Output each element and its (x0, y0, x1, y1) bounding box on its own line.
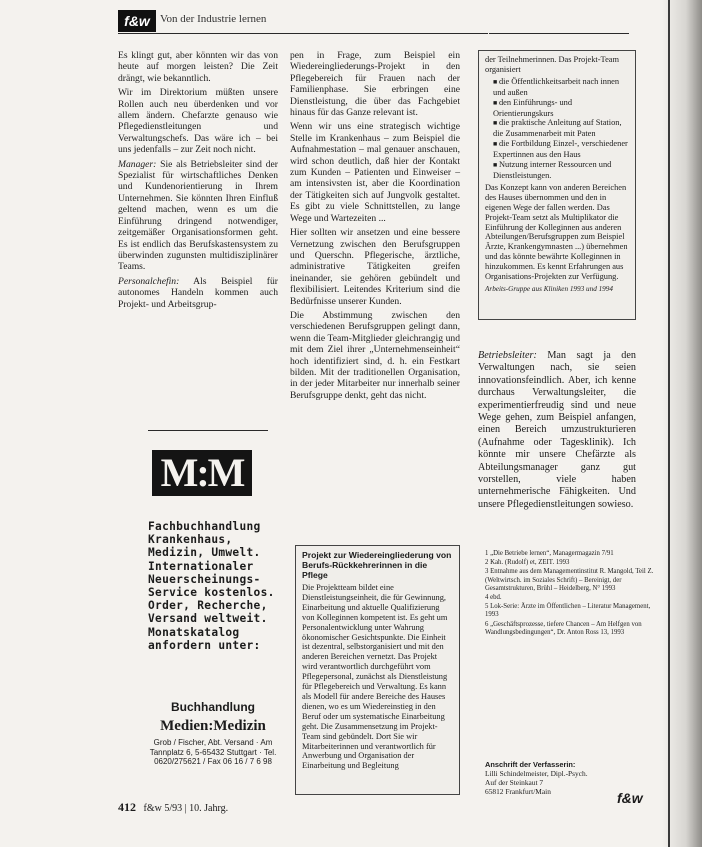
author-line: Lilli Schindelmeister, Dipl.-Psych. (485, 769, 588, 778)
footnote: 4 ebd. (485, 594, 502, 602)
magazine-logo: f&w (118, 10, 156, 32)
ad-rule (148, 430, 268, 431)
box-text: Die Projektteam bildet eine Dienstleistungseinheit, die für Gewinnung, Einarbeitung und aktuelle Qualifizierung von Kolleginnen kompetent ist. Es geht um Personalentwicklung unter Wahrung ökonomischer Gesichtspunkte. Die Einheit ist dezentral, selbstorganisiert und mit den anderen Bereichen vernetzt. Das Projekt wird verantwortlich durchgeführt vom Pflegepersonal, zunächst als Dienstleistung für Pflegebereich und Verwaltung. Es kann als Modell für andere Bereiche des Hauses dienen, wo es um Wiedereinstieg in den Beruf oder um systematische Einarbeitung geht. Die Zusammensetzung im Projekt-Team sind gebündelt. Dort Sie wir Mitarbeiterinnen und verantwortlich für Anwerbung und Organisation der Einarbeitung und Begleitung (302, 583, 448, 771)
column-3 (478, 350, 636, 514)
box-outro: Das Konzept kann von anderen Bereichen des Hauses übernommen und den in eigenen Wege der fallen werden. Das Projekt-Team setzt als Multiplikator die Einführung der Kolleginnen aus anderen Abteilungen/Berufsgruppen zum Beispiel Ärzte, Krankengymnasten ...) übernehmen und das könnte bewährte Kolleginnen in hinzukommen. Es kennt Erfahrungen aus Organisations-Projekten zur Verfügung. (485, 182, 628, 282)
project-info-box (295, 545, 460, 795)
box-list (493, 77, 629, 181)
paragraph: pen in Frage, zum Beispiel ein Wiedereingliederungs-Projekt in den Pflegebereich für Frauen nach der Familienphase. Sie erbringen eine Dienstleistung, die über das Fachgebiet hinaus für das Ganze relevant ist. (290, 50, 460, 119)
header-rule-right (489, 33, 629, 34)
footnote: 2 Kah. (Rudolf) et, ZEIT. 1993 (485, 559, 570, 567)
issue-info: f&w 5/93 | 10. Jahrg. (143, 803, 229, 814)
speaker-label: Personalchefin: (118, 275, 180, 287)
box-source: Arbeits-Gruppe aus Kliniken 1993 und 1994 (485, 284, 613, 293)
author-line: 65812 Frankfurt/Main (485, 787, 551, 796)
paragraph: Manager: Sie als Betriebsleiter sind der Spezialist für wirtschaftliches Denken und Kundenorientierung in Ihrem Unternehmen. Sie könnten Ihren Einfluß geltend machen, wenn es um die Einführung dringend notwendiger, zeitgemäßer Organisationsformen geht. Es ist endlich das Berufskastensystem zu überwinden zugunsten multidisziplinärer Teams. (118, 158, 278, 273)
footnote: 1 „Die Betriebe lernen“, Managermagazin 7/91 (485, 550, 614, 557)
footnote: 3 Entnahme aus dem Managementinstitut R. Mangold, Teil Z. (Weltwirtsch. im Soziales Schrift) – Bereinigt, der Gesamtstrukturen, Brühl – Heidelberg, N° 1993 (485, 568, 654, 592)
ad-address: Grob / Fischer, Abt. Versand · Am Tannplatz 6, 5-65432 Stuttgart · Tel. 0620/275621 / Fax 06 16 / 7 6 98 (149, 738, 277, 767)
speaker-label: Betriebsleiter: (478, 350, 537, 361)
list-item: ■ die praktische Anleitung auf Station, die Zusammenarbeit mit Paten (493, 118, 629, 139)
paragraph: Personalchefin: Als Beispiel für autonomes Handeln kommen auch Projekt- und Arbeitsgrup- (118, 275, 278, 310)
magazine-logo-footer: f&w (617, 790, 643, 806)
footnote: 6 „Geschäftsprozesse, tiefere Chancen – Am Helfgen von Wandlungsbedingungen“, Dr. Anton Ross 13, 1993 (485, 620, 642, 636)
list-item: ■ den Einführungs- und Orientierungskurs (493, 98, 629, 119)
paragraph: Wenn wir uns eine strategisch wichtige Stelle im Krankenhaus – zum Beispiel die Aufnahmestation – mal genauer anschauen, wird schon deutlich, daß hier der Kontakt zum Kunden – Patienten und Einweiser – am intensivsten ist, aber die Koordination der Tätigkeiten sich auf Jungvolk gestaltet. Es gibt zu viele Schnittstellen, zu lange Wege und Wartezeiten ... (290, 121, 460, 224)
paragraph: Wir im Direktorium müßten unsere Rollen auch neu überdenken und vor allem ändern. Chefarzte genauso wie Pflegedienstleitungen und Verwaltungschefs. Das wäre ich – bei uns jedenfalls – zur Zeit noch nicht. (118, 87, 278, 156)
page-edge-line (668, 0, 670, 847)
paragraph: Hier sollten wir ansetzen und eine bessere Vernetzung zwischen den Berufsgruppen und Querschn. Pflegerische, ärztliche, administrative Tätigkeiten greifen ineinander, sie gehören gebündelt und flexibilisiert. Leitendes Kriterium sind die Bedürfnisse unserer Kunden. (290, 227, 460, 307)
section-title: Von der Industrie lernen (160, 13, 267, 25)
paragraph: Es klingt gut, aber könnten wir das von heute auf morgen leisten? Die Zeit drängt, wie bekanntlich. (118, 50, 278, 84)
ad-shop-name: Medien:Medizin (160, 718, 266, 734)
author-label: Anschrift der Verfasserin: (485, 760, 576, 769)
running-header (118, 10, 278, 32)
header-rule (118, 33, 488, 34)
box-intro: der Teilnehmerinnen. Das Projekt-Team organisiert (485, 55, 620, 74)
list-item: ■ die Fortbildung Einzel-, verschiedener Expertinnen aus den Haus (493, 139, 629, 160)
ad-shop-label: Buchhandlung (171, 700, 255, 714)
mm-logo: M:M (152, 450, 252, 496)
project-sidebar-box (478, 50, 636, 320)
speaker-label: Manager: (118, 158, 157, 170)
paragraph: Betriebsleiter: Man sagt ja den Verwaltungen nach, sie seien innovationsfeindlich. Aber, ich kenne durchaus Verwaltungsleiter, die experimentierfreudig sind und neue Wege gehen, zum Beispiel anfangen, einen Bereich umzustrukturieren (Aufnahme oder Tagesklinik). Ich könnte mir unsere Chefärzte als Abteilungsmanager ganz gut vorstellen, viele haben unternehmerische Fähigkeiten. Und unsere Pflegedienstleitungen sowieso. (478, 350, 636, 510)
footnote: 5 Lok-Serie: Ärzte im Öffentlichen – Literatur Management, 1993 (485, 603, 651, 619)
box-title: Projekt zur Wiedereingliederung von Berufs-Rückkehrerinnen in die Pflege (302, 550, 452, 580)
bookstore-advertisement (118, 430, 283, 770)
page-footer (118, 800, 228, 815)
ad-text: Fachbuchhandlung Krankenhaus, Medizin, Umwelt. Internationaler Neuerscheinungs-Service kostenlos. Order, Recherche, Versand weltweit. Monatskatalog anfordern unter: (148, 520, 275, 652)
footnotes (485, 550, 655, 638)
page-number: 412 (118, 800, 136, 814)
paragraph: Die Abstimmung zwischen den verschiedenen Berufsgruppen gelingt dann, wenn die Team-Mitglieder gleichrangig und mit dem Ziel ihrer „Unternehmenseinheit“ hoch identifiziert sind, d. h. ein Festkart bilden. Mit der traditionellen Organisation, in der jeder Mitarbeiter nur innerhalb seiner Berufsgruppe denkt, geht das nicht. (290, 309, 460, 401)
author-line: Auf der Steinkaut 7 (485, 778, 544, 787)
list-item: ■ Nutzung interner Ressourcen und Dienstleistungen. (493, 160, 629, 181)
list-item: ■ die Öffentlichkeitsarbeit nach innen und außen (493, 77, 629, 98)
column-1 (118, 50, 278, 313)
column-2 (290, 50, 460, 404)
